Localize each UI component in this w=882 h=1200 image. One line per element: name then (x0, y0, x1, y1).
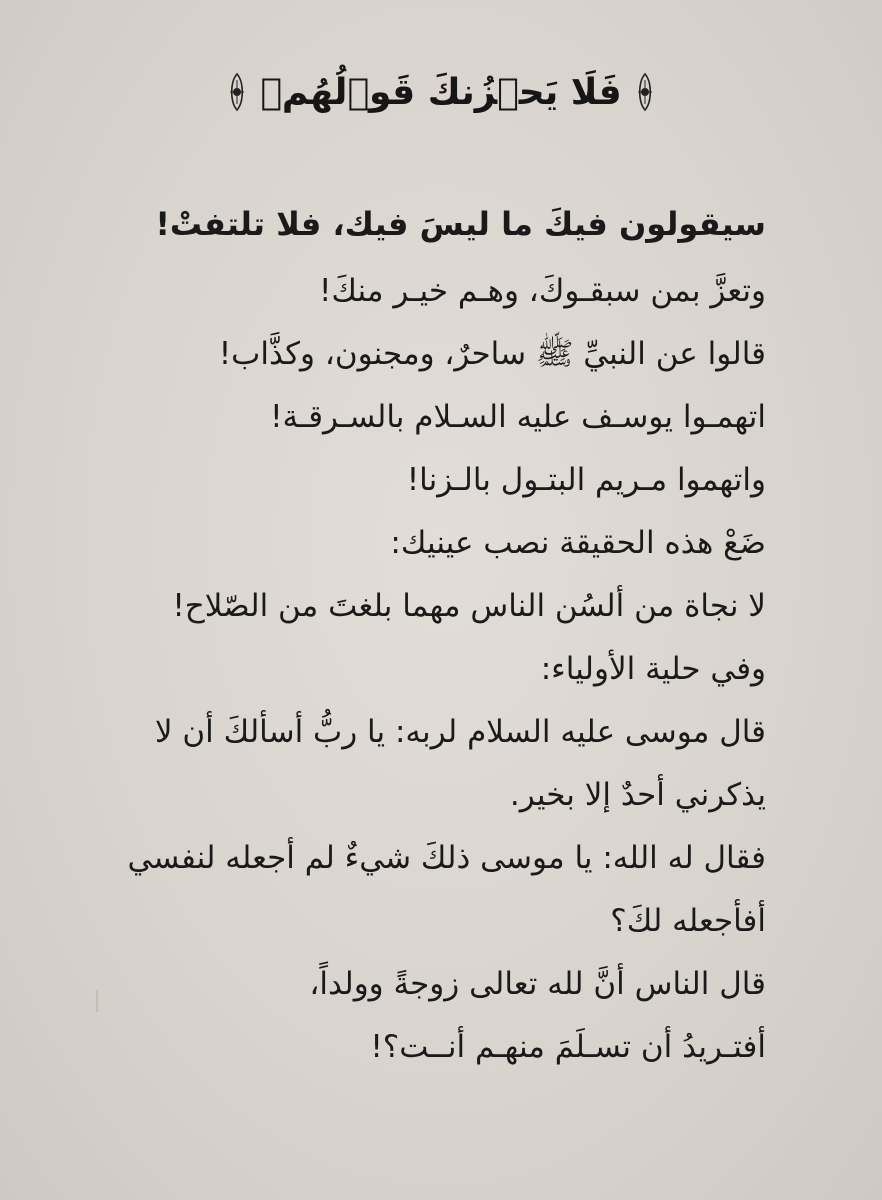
text-line: وفي حلية الأولياء: (540, 651, 766, 687)
text-line: لا نجاة من ألسُن الناس مهما بلغتَ من الصّلاح! (172, 588, 766, 624)
text-line: أفأجعله لكَ؟ (610, 903, 766, 939)
heading-title: فَلَا يَحۡزُنكَ قَوۡلُهُمۡ (260, 71, 622, 113)
chapter-heading (0, 62, 882, 122)
text-line: يذكرني أحدٌ إلا بخير. (509, 777, 766, 813)
floral-ornament-icon (224, 72, 250, 112)
text-line: اتهمـوا يوسـف عليه السـلام بالسـرقـة! (270, 399, 766, 435)
text-line: سيقولون فيكَ ما ليسَ فيك، فلا تلتفتْ! (155, 205, 766, 243)
text-line: أفتـريدُ أن تسـلَمَ منهـم أنــت؟! (370, 1029, 766, 1065)
text-line: قالوا عن النبيِّ ﷺ ساحرٌ، ومجنون، وكذَّاب! (218, 336, 766, 372)
floral-ornament-icon (632, 72, 658, 112)
text-line: ضَعْ هذه الحقيقة نصب عينيك: (390, 525, 766, 561)
text-line: فقال له الله: يا موسى ذلكَ شيءٌ لم أجعله لنفسي (127, 840, 766, 876)
text-line: قال الناس أنَّ لله تعالى زوجةً وولداً، (309, 966, 766, 1002)
text-line: واتهموا مـريم البتـول بالـزنا! (406, 462, 766, 498)
text-line: قال موسى عليه السلام لربه: يا ربُّ أسألكَ أن لا (154, 714, 766, 750)
page-mark (96, 990, 98, 1012)
text-line: وتعزَّ بمن سبقـوكَ، وهـم خيـر منكَ! (319, 273, 766, 309)
body-text (96, 188, 766, 1079)
